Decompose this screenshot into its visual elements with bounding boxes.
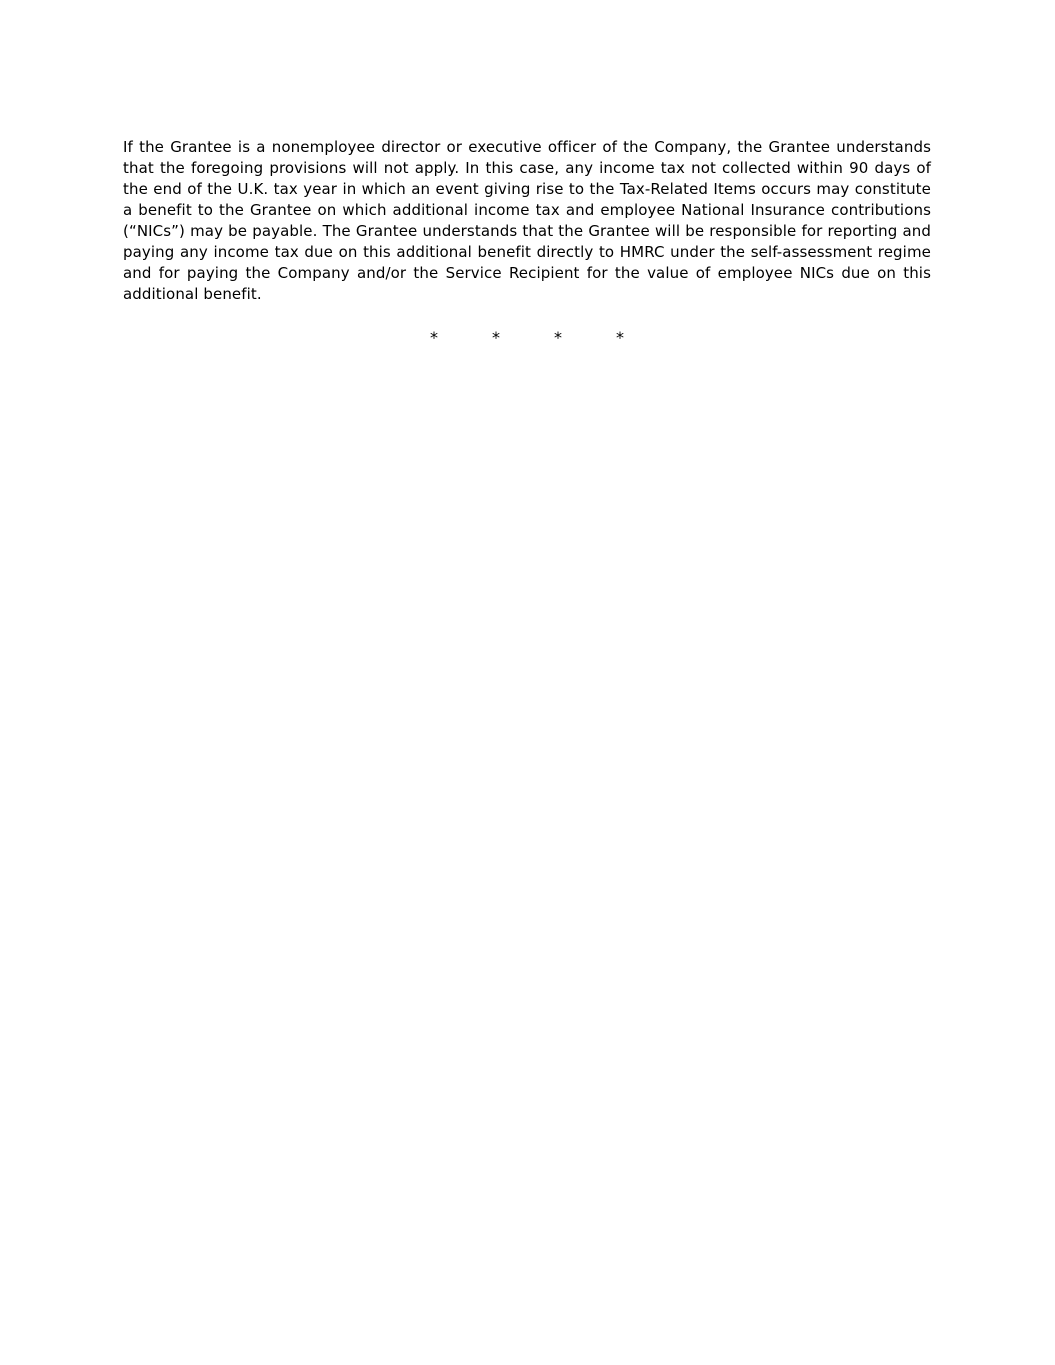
asterisk: * [616,328,624,347]
asterisk: * [554,328,562,347]
asterisk: * [430,328,438,347]
asterisk: * [492,328,500,347]
paragraph-uk-tax-provisions: If the Grantee is a nonemployee director or executive officer of the Company, the Grantee understands that the foregoing provisions will not apply. In this case, any income tax not collected within 90 days of the end of the U.K. tax year in which an event giving rise to the Tax-Related Items occurs may constitute a benefit to the Grantee on which additional income tax and employee National Insurance contributions (“NICs”) may be payable. The Grantee understands that the Grantee will be responsible for reporting and paying any income tax due on this additional benefit directly to HMRC under the self-assessment regime and for paying the Company and/or the Service Recipient for the value of employee NICs due on this additional benefit. [123,138,931,303]
asterisk-separator [123,327,931,348]
document-content [123,122,931,348]
